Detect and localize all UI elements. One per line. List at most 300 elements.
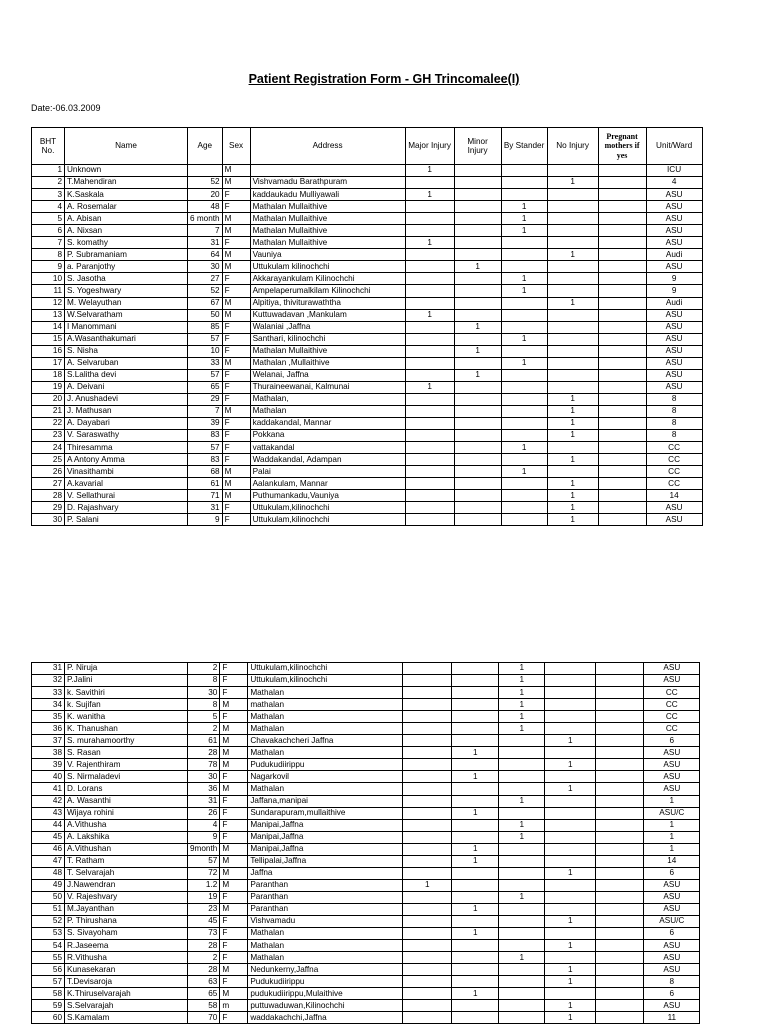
cell-pregnant xyxy=(596,891,644,903)
cell-major-injury: 1 xyxy=(405,381,454,393)
cell-by-stander xyxy=(499,771,545,783)
cell-pregnant xyxy=(598,369,646,381)
cell-pregnant xyxy=(598,225,646,237)
cell-sex: M xyxy=(220,855,248,867)
cell-address: Uttukulam,kilinochchi xyxy=(248,675,403,687)
cell-minor-injury xyxy=(452,952,499,964)
cell-minor-injury: 1 xyxy=(452,747,499,759)
cell-by-stander xyxy=(499,976,545,988)
table-row xyxy=(32,831,700,843)
table-row xyxy=(32,297,703,309)
cell-minor-injury xyxy=(454,490,501,502)
cell-unit-ward: ASU xyxy=(644,1000,700,1012)
cell-age: 57 xyxy=(188,369,223,381)
cell-by-stander xyxy=(499,964,545,976)
cell-major-injury xyxy=(403,747,452,759)
cell-minor-injury xyxy=(454,177,501,189)
cell-age: 28 xyxy=(188,940,220,952)
cell-age: 57 xyxy=(188,333,223,345)
table-row xyxy=(32,357,703,369)
cell-by-stander xyxy=(501,454,547,466)
table-row xyxy=(32,903,700,915)
form-title: Patient Registration Form - GH Trincomalee(I) xyxy=(248,72,520,86)
cell-name: T. Ratham xyxy=(65,855,188,867)
cell-name: Thiresamma xyxy=(65,442,188,454)
cell-by-stander: 1 xyxy=(499,687,545,699)
cell-sex: F xyxy=(222,417,250,429)
table-row xyxy=(32,675,700,687)
cell-unit-ward: 14 xyxy=(646,490,702,502)
cell-unit-ward: ASU xyxy=(644,879,700,891)
cell-address: mathalan xyxy=(248,699,403,711)
cell-name: D. Lorans xyxy=(65,783,188,795)
cell-major-injury xyxy=(403,843,452,855)
cell-unit-ward: 9 xyxy=(646,285,702,297)
cell-address: Mathalan xyxy=(248,928,403,940)
cell-unit-ward: ASU xyxy=(646,309,702,321)
cell-bht-no: 26 xyxy=(32,466,65,478)
cell-address: Uttukulam,kilinochchi xyxy=(248,663,403,675)
cell-unit-ward: ASU xyxy=(644,964,700,976)
cell-sex: M xyxy=(222,225,250,237)
table-header-row xyxy=(32,128,703,165)
table-row xyxy=(32,928,700,940)
cell-name: S.Selvarajah xyxy=(65,1000,188,1012)
cell-name: A. Wasanthi xyxy=(65,795,188,807)
header-sex: Sex xyxy=(222,128,250,165)
cell-name: S. Nirmaladevi xyxy=(65,771,188,783)
table-row xyxy=(32,514,703,526)
cell-age: 10 xyxy=(188,345,223,357)
table-row xyxy=(32,309,703,321)
table-row xyxy=(32,165,703,177)
cell-pregnant xyxy=(598,466,646,478)
cell-by-stander xyxy=(501,490,547,502)
cell-by-stander xyxy=(501,189,547,201)
table-row xyxy=(32,771,700,783)
cell-unit-ward: ASU xyxy=(644,903,700,915)
cell-age: 61 xyxy=(188,478,223,490)
cell-no-injury xyxy=(545,952,596,964)
cell-address: Palai xyxy=(250,466,405,478)
cell-bht-no: 28 xyxy=(32,490,65,502)
cell-age: 57 xyxy=(188,442,223,454)
cell-unit-ward: ASU xyxy=(646,189,702,201)
cell-age: 52 xyxy=(188,177,223,189)
cell-bht-no: 20 xyxy=(32,393,65,405)
cell-address: Uttukulam,kilinochchi xyxy=(250,502,405,514)
cell-no-injury xyxy=(547,285,598,297)
cell-address: Paranthan xyxy=(248,903,403,915)
cell-name: S. Sivayoham xyxy=(65,928,188,940)
table-row xyxy=(32,405,703,417)
cell-address: Paranthan xyxy=(248,891,403,903)
cell-major-injury xyxy=(405,490,454,502)
cell-pregnant xyxy=(596,928,644,940)
cell-by-stander: 1 xyxy=(499,711,545,723)
cell-no-injury: 1 xyxy=(547,177,598,189)
cell-unit-ward: CC xyxy=(644,711,700,723)
cell-address: Puthumankadu,Vauniya xyxy=(250,490,405,502)
cell-address: Jaffana,manipai xyxy=(248,795,403,807)
cell-address xyxy=(250,165,405,177)
form-date: Date:-06.03.2009 xyxy=(31,103,101,113)
cell-bht-no: 25 xyxy=(32,454,65,466)
cell-bht-no: 44 xyxy=(32,819,65,831)
cell-bht-no: 49 xyxy=(32,879,65,891)
cell-minor-injury: 1 xyxy=(452,771,499,783)
cell-minor-injury xyxy=(452,867,499,879)
cell-no-injury xyxy=(545,687,596,699)
cell-by-stander xyxy=(499,735,545,747)
cell-pregnant xyxy=(598,514,646,526)
cell-pregnant xyxy=(596,663,644,675)
cell-address: Aalankulam, Mannar xyxy=(250,478,405,490)
cell-unit-ward: ASU xyxy=(646,213,702,225)
cell-bht-no: 37 xyxy=(32,735,65,747)
cell-pregnant xyxy=(596,879,644,891)
cell-pregnant xyxy=(596,819,644,831)
cell-by-stander xyxy=(499,988,545,1000)
table-row xyxy=(32,795,700,807)
cell-major-injury xyxy=(403,952,452,964)
cell-minor-injury xyxy=(454,201,501,213)
cell-bht-no: 12 xyxy=(32,297,65,309)
cell-sex: M xyxy=(222,249,250,261)
cell-sex: M xyxy=(220,699,248,711)
cell-bht-no: 18 xyxy=(32,369,65,381)
table-row xyxy=(32,952,700,964)
cell-age: 50 xyxy=(188,309,223,321)
cell-major-injury xyxy=(403,903,452,915)
cell-unit-ward: ASU xyxy=(646,201,702,213)
cell-age: 31 xyxy=(188,237,223,249)
cell-major-injury xyxy=(405,297,454,309)
cell-unit-ward: 6 xyxy=(644,928,700,940)
cell-bht-no: 36 xyxy=(32,723,65,735)
cell-name: S. Yogeshwary xyxy=(65,285,188,297)
table-row xyxy=(32,807,700,819)
cell-sex: F xyxy=(220,928,248,940)
cell-pregnant xyxy=(596,915,644,927)
cell-address: Vishvamadu Barathpuram xyxy=(250,177,405,189)
table-row xyxy=(32,1000,700,1012)
cell-major-injury xyxy=(403,795,452,807)
cell-sex: M xyxy=(222,490,250,502)
cell-address: Manipai,Jaffna xyxy=(248,831,403,843)
cell-unit-ward: 4 xyxy=(646,177,702,189)
cell-by-stander: 1 xyxy=(499,891,545,903)
cell-bht-no: 50 xyxy=(32,891,65,903)
cell-address: Kuttuwadavan ,Mankulam xyxy=(250,309,405,321)
cell-by-stander: 1 xyxy=(499,795,545,807)
registration-table-top xyxy=(31,127,703,526)
cell-unit-ward: ASU xyxy=(646,369,702,381)
cell-no-injury xyxy=(547,201,598,213)
cell-bht-no: 51 xyxy=(32,903,65,915)
cell-bht-no: 55 xyxy=(32,952,65,964)
cell-sex: F xyxy=(220,711,248,723)
cell-address: Vauniya xyxy=(250,249,405,261)
cell-name: J. Anushadevi xyxy=(65,393,188,405)
cell-minor-injury: 1 xyxy=(452,807,499,819)
cell-bht-no: 22 xyxy=(32,417,65,429)
cell-unit-ward: ASU xyxy=(646,237,702,249)
cell-no-injury xyxy=(545,988,596,1000)
cell-address: waddakachchi,Jaffna xyxy=(248,1012,403,1024)
cell-major-injury xyxy=(405,466,454,478)
cell-major-injury xyxy=(405,417,454,429)
cell-age: 5 xyxy=(188,711,220,723)
cell-major-injury xyxy=(403,735,452,747)
table-row xyxy=(32,369,703,381)
cell-sex: F xyxy=(222,393,250,405)
cell-no-injury xyxy=(545,891,596,903)
cell-no-injury: 1 xyxy=(547,249,598,261)
cell-major-injury xyxy=(405,273,454,285)
cell-bht-no: 21 xyxy=(32,405,65,417)
cell-major-injury xyxy=(403,807,452,819)
cell-minor-injury xyxy=(452,915,499,927)
cell-bht-no: 35 xyxy=(32,711,65,723)
cell-by-stander xyxy=(501,369,547,381)
cell-bht-no: 4 xyxy=(32,201,65,213)
cell-sex: M xyxy=(220,723,248,735)
cell-age: 83 xyxy=(188,454,223,466)
cell-age: 30 xyxy=(188,261,223,273)
cell-sex: F xyxy=(222,333,250,345)
cell-sex: M xyxy=(220,759,248,771)
cell-age: 85 xyxy=(188,321,223,333)
cell-sex: F xyxy=(222,321,250,333)
cell-name: K. Thanushan xyxy=(65,723,188,735)
cell-bht-no: 16 xyxy=(32,345,65,357)
table-row xyxy=(32,478,703,490)
cell-address: puttuwaduwan,Kilinochchi xyxy=(248,1000,403,1012)
cell-by-stander xyxy=(501,249,547,261)
cell-bht-no: 29 xyxy=(32,502,65,514)
cell-minor-injury xyxy=(454,466,501,478)
cell-minor-injury xyxy=(454,165,501,177)
cell-bht-no: 46 xyxy=(32,843,65,855)
cell-by-stander: 1 xyxy=(499,723,545,735)
cell-major-injury: 1 xyxy=(405,189,454,201)
cell-by-stander xyxy=(501,345,547,357)
cell-no-injury: 1 xyxy=(545,735,596,747)
table-row xyxy=(32,747,700,759)
cell-pregnant xyxy=(596,759,644,771)
table-row xyxy=(32,879,700,891)
cell-address: Chavakachcheri Jaffna xyxy=(248,735,403,747)
cell-bht-no: 7 xyxy=(32,237,65,249)
cell-address: Mathalan xyxy=(248,723,403,735)
table-row xyxy=(32,855,700,867)
cell-name: A. Abisan xyxy=(65,213,188,225)
cell-no-injury xyxy=(547,261,598,273)
cell-age: 83 xyxy=(188,430,223,442)
cell-age: 48 xyxy=(188,201,223,213)
table-row xyxy=(32,735,700,747)
cell-name: D. Rajashvary xyxy=(65,502,188,514)
cell-unit-ward: ASU xyxy=(644,952,700,964)
cell-name: J.Nawendran xyxy=(65,879,188,891)
cell-pregnant xyxy=(596,807,644,819)
cell-no-injury: 1 xyxy=(545,964,596,976)
cell-unit-ward: ASU xyxy=(644,771,700,783)
cell-unit-ward: CC xyxy=(644,723,700,735)
cell-no-injury: 1 xyxy=(545,759,596,771)
cell-sex: F xyxy=(220,915,248,927)
cell-minor-injury xyxy=(452,831,499,843)
cell-minor-injury xyxy=(452,687,499,699)
cell-sex: M xyxy=(220,783,248,795)
cell-no-injury: 1 xyxy=(547,430,598,442)
cell-address: Mathalan xyxy=(248,687,403,699)
cell-by-stander xyxy=(499,1000,545,1012)
cell-minor-injury: 1 xyxy=(452,855,499,867)
cell-no-injury xyxy=(545,903,596,915)
cell-no-injury xyxy=(545,819,596,831)
cell-by-stander: 1 xyxy=(501,466,547,478)
cell-major-injury: 1 xyxy=(405,309,454,321)
cell-age: 31 xyxy=(188,795,220,807)
table-row xyxy=(32,333,703,345)
table-row xyxy=(32,783,700,795)
cell-bht-no: 14 xyxy=(32,321,65,333)
cell-pregnant xyxy=(598,309,646,321)
cell-age: 64 xyxy=(188,249,223,261)
cell-no-injury: 1 xyxy=(547,393,598,405)
cell-age: 73 xyxy=(188,928,220,940)
cell-address: Mathalan xyxy=(248,711,403,723)
cell-by-stander: 1 xyxy=(501,213,547,225)
cell-unit-ward: ASU xyxy=(644,675,700,687)
cell-unit-ward: ASU xyxy=(644,759,700,771)
cell-name: A.Vithusha xyxy=(65,819,188,831)
cell-by-stander: 1 xyxy=(499,819,545,831)
cell-minor-injury xyxy=(452,699,499,711)
cell-no-injury: 1 xyxy=(547,297,598,309)
cell-minor-injury xyxy=(452,723,499,735)
cell-sex: m xyxy=(220,1000,248,1012)
table-row xyxy=(32,940,700,952)
cell-sex: F xyxy=(220,663,248,675)
cell-age: 8 xyxy=(188,675,220,687)
cell-age: 2 xyxy=(188,952,220,964)
cell-minor-injury: 1 xyxy=(454,345,501,357)
cell-minor-injury xyxy=(452,759,499,771)
cell-by-stander: 1 xyxy=(501,333,547,345)
table-row xyxy=(32,1012,700,1024)
header-name: Name xyxy=(65,128,188,165)
cell-unit-ward: ASU xyxy=(646,514,702,526)
cell-minor-injury xyxy=(454,225,501,237)
cell-name: K. wanitha xyxy=(65,711,188,723)
cell-age: 67 xyxy=(188,297,223,309)
cell-no-injury: 1 xyxy=(547,490,598,502)
cell-sex: M xyxy=(220,964,248,976)
cell-address: Tellipalai,Jaffna xyxy=(248,855,403,867)
cell-address: Mathalan Mullaithive xyxy=(250,213,405,225)
cell-minor-injury xyxy=(454,502,501,514)
cell-minor-injury xyxy=(454,393,501,405)
cell-pregnant xyxy=(596,723,644,735)
cell-name: K.Thiruselvarajah xyxy=(65,988,188,1000)
cell-major-injury xyxy=(405,177,454,189)
cell-address: Jaffna xyxy=(248,867,403,879)
cell-no-injury xyxy=(547,442,598,454)
cell-bht-no: 19 xyxy=(32,381,65,393)
cell-unit-ward: ASU xyxy=(646,225,702,237)
cell-unit-ward: 6 xyxy=(644,867,700,879)
table-row xyxy=(32,249,703,261)
cell-bht-no: 42 xyxy=(32,795,65,807)
cell-major-injury xyxy=(405,285,454,297)
cell-by-stander: 1 xyxy=(499,699,545,711)
cell-address: Manipai,Jaffna xyxy=(248,843,403,855)
cell-name: T. Selvarajah xyxy=(65,867,188,879)
cell-minor-injury xyxy=(454,213,501,225)
cell-sex: F xyxy=(220,976,248,988)
table-row xyxy=(32,417,703,429)
cell-minor-injury: 1 xyxy=(454,321,501,333)
cell-sex: M xyxy=(220,988,248,1000)
cell-no-injury: 1 xyxy=(547,514,598,526)
cell-unit-ward: 8 xyxy=(646,405,702,417)
cell-age: 68 xyxy=(188,466,223,478)
cell-address: Mathalan xyxy=(248,952,403,964)
cell-address: vattakandal xyxy=(250,442,405,454)
cell-no-injury xyxy=(547,381,598,393)
cell-sex: F xyxy=(220,675,248,687)
cell-unit-ward: 1 xyxy=(644,795,700,807)
cell-no-injury xyxy=(545,747,596,759)
cell-pregnant xyxy=(598,430,646,442)
table-row xyxy=(32,321,703,333)
cell-name: M.Jayanthan xyxy=(65,903,188,915)
cell-unit-ward: Audi xyxy=(646,297,702,309)
cell-address: Mathalan Mullaithive xyxy=(250,201,405,213)
cell-minor-injury xyxy=(454,417,501,429)
cell-name: A. Dayabari xyxy=(65,417,188,429)
table-row xyxy=(32,711,700,723)
cell-minor-injury: 1 xyxy=(452,928,499,940)
cell-name: S. Rasan xyxy=(65,747,188,759)
cell-by-stander xyxy=(499,928,545,940)
cell-address: pudukudiirippu,Mulaithive xyxy=(248,988,403,1000)
cell-age: 20 xyxy=(188,189,223,201)
cell-no-injury xyxy=(545,831,596,843)
cell-minor-injury xyxy=(454,273,501,285)
cell-address: Mathalan Mullaithive xyxy=(250,237,405,249)
cell-unit-ward: ASU xyxy=(644,940,700,952)
cell-pregnant xyxy=(598,405,646,417)
cell-unit-ward: Audi xyxy=(646,249,702,261)
cell-pregnant xyxy=(598,297,646,309)
table-row xyxy=(32,393,703,405)
cell-unit-ward: 8 xyxy=(646,393,702,405)
cell-no-injury: 1 xyxy=(545,867,596,879)
cell-major-injury xyxy=(403,915,452,927)
cell-no-injury xyxy=(547,165,598,177)
cell-sex: F xyxy=(222,369,250,381)
cell-by-stander: 1 xyxy=(501,225,547,237)
cell-major-injury: 1 xyxy=(405,237,454,249)
table-row xyxy=(32,490,703,502)
cell-sex: M xyxy=(222,357,250,369)
cell-unit-ward: CC xyxy=(646,478,702,490)
cell-name: S. Jasotha xyxy=(65,273,188,285)
